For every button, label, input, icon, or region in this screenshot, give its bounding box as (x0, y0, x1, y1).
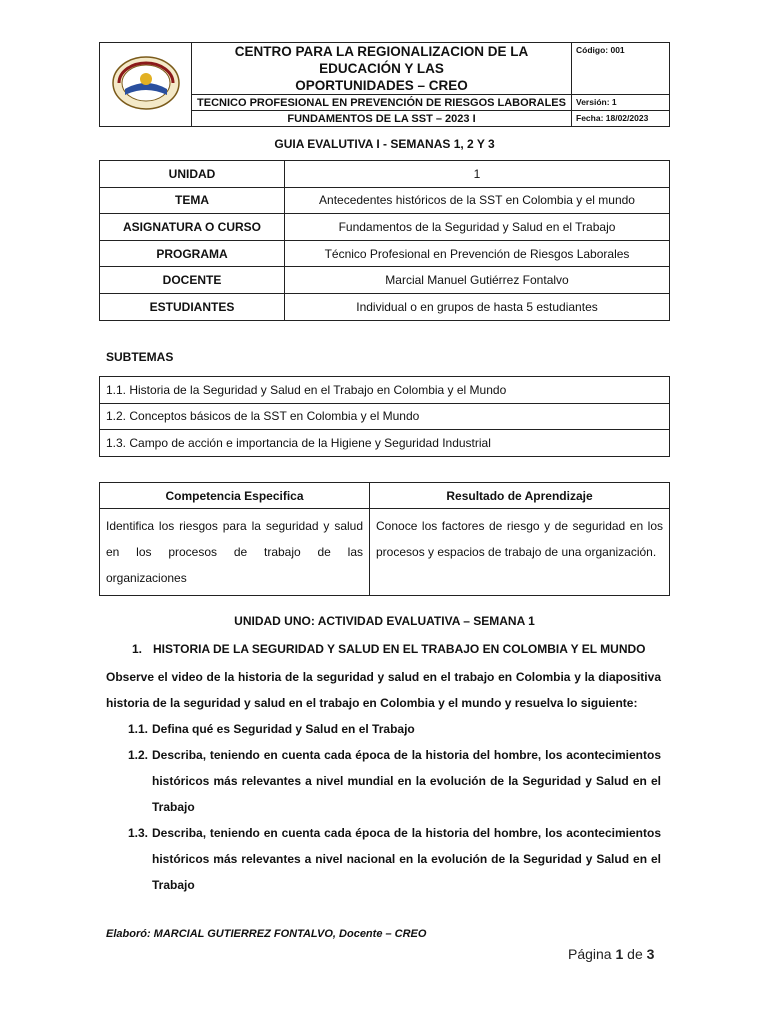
competencia-header: Competencia Especifica (100, 483, 370, 509)
page-current: 1 (615, 946, 624, 962)
section-title-text: HISTORIA DE LA SEGURIDAD Y SALUD EN EL TRABAJO EN COLOMBIA Y EL MUNDO (153, 642, 646, 656)
date-cell: Fecha: 18/02/2023 (572, 111, 670, 127)
item-text: Defina qué es Seguridad y Salud en el Trabajo (152, 722, 415, 736)
page-of: de (627, 946, 643, 962)
item-text: Describa, teniendo en cuenta cada época de la historia del hombre, los acontecimientos históricos más relevantes a nivel mundial en la evolución de la Seguridad y Salud en el Trabajo (152, 748, 661, 814)
document-header (99, 42, 670, 127)
page-total: 3 (646, 946, 655, 962)
table-row (100, 214, 670, 241)
competencia-table (99, 482, 670, 596)
section-intro: Observe el video de la historia de la seguridad y salud en el trabajo en Colombia y la diapositiva historia de la seguridad y salud en el trabajo en Colombia y el mundo y resuelva lo siguiente: (106, 670, 661, 710)
info-value: 1 (285, 161, 670, 188)
subtemas-table (99, 376, 670, 457)
question-list (128, 716, 661, 898)
info-value: Antecedentes históricos de la SST en Colombia y el mundo (285, 187, 670, 214)
institution-title (192, 43, 572, 95)
page-word: Página (568, 946, 612, 962)
subtemas-title: SUBTEMAS (106, 350, 174, 364)
info-value: Individual o en grupos de hasta 5 estudiantes (285, 293, 670, 320)
competencia-text: Identifica los riesgos para la seguridad y salud en los procesos de trabajo de las organizaciones (100, 509, 370, 596)
resultado-text: Conoce los factores de riesgo y de seguridad en los procesos y espacios de trabajo de una organización. (370, 509, 670, 596)
course-title: FUNDAMENTOS DE LA SST – 2023 I (192, 111, 572, 127)
university-seal-icon (111, 55, 181, 111)
guide-title: GUIA EVALUTIVA I - SEMANAS 1, 2 Y 3 (274, 137, 495, 151)
list-item (128, 742, 661, 820)
resultado-header: Resultado de Aprendizaje (370, 483, 670, 509)
info-table (99, 160, 670, 321)
section-title (132, 642, 646, 656)
table-row (100, 187, 670, 214)
item-number: 1.2. (128, 748, 149, 762)
info-key: TEMA (100, 187, 285, 214)
title-line1: CENTRO PARA LA REGIONALIZACION DE LA EDUCACIÓN Y LAS (234, 44, 529, 76)
subtema-item: 1.3. Campo de acción e importancia de la Higiene y Seguridad Industrial (100, 430, 670, 457)
table-header-row (100, 483, 670, 509)
logo-cell (100, 43, 192, 127)
program-title: TECNICO PROFESIONAL EN PREVENCIÓN DE RIESGOS LABORALES (192, 95, 572, 111)
code-cell: Código: 001 (572, 43, 670, 95)
item-number: 1.1. (128, 722, 149, 736)
info-key: DOCENTE (100, 267, 285, 294)
table-row (100, 403, 670, 430)
unit-title: UNIDAD UNO: ACTIVIDAD EVALUATIVA – SEMANA 1 (234, 614, 535, 628)
table-row (100, 293, 670, 320)
table-row (100, 509, 670, 596)
title-line2: OPORTUNIDADES – CREO (295, 78, 468, 93)
version-cell: Versión: 1 (572, 95, 670, 111)
list-item (128, 716, 661, 742)
info-key: ESTUDIANTES (100, 293, 285, 320)
page-number (568, 946, 654, 962)
subtema-item: 1.2. Conceptos básicos de la SST en Colombia y el Mundo (100, 403, 670, 430)
table-row (100, 161, 670, 188)
table-row (100, 377, 670, 404)
info-value: Fundamentos de la Seguridad y Salud en el Trabajo (285, 214, 670, 241)
item-text: Describa, teniendo en cuenta cada época de la historia del hombre, los acontecimientos históricos más relevantes a nivel nacional en la evolución de la Seguridad y Salud en el Trabajo (152, 826, 661, 892)
info-value: Marcial Manuel Gutiérrez Fontalvo (285, 267, 670, 294)
section-number: 1. (132, 642, 143, 656)
footer-author: Elaboró: MARCIAL GUTIERREZ FONTALVO, Docente – CREO (106, 928, 427, 940)
table-row (100, 267, 670, 294)
table-row (100, 430, 670, 457)
list-item (128, 820, 661, 898)
info-key: PROGRAMA (100, 240, 285, 267)
item-number: 1.3. (128, 826, 149, 840)
subtema-item: 1.1. Historia de la Seguridad y Salud en el Trabajo en Colombia y el Mundo (100, 377, 670, 404)
info-value: Técnico Profesional en Prevención de Riesgos Laborales (285, 240, 670, 267)
info-key: UNIDAD (100, 161, 285, 188)
info-key: ASIGNATURA O CURSO (100, 214, 285, 241)
table-row (100, 240, 670, 267)
